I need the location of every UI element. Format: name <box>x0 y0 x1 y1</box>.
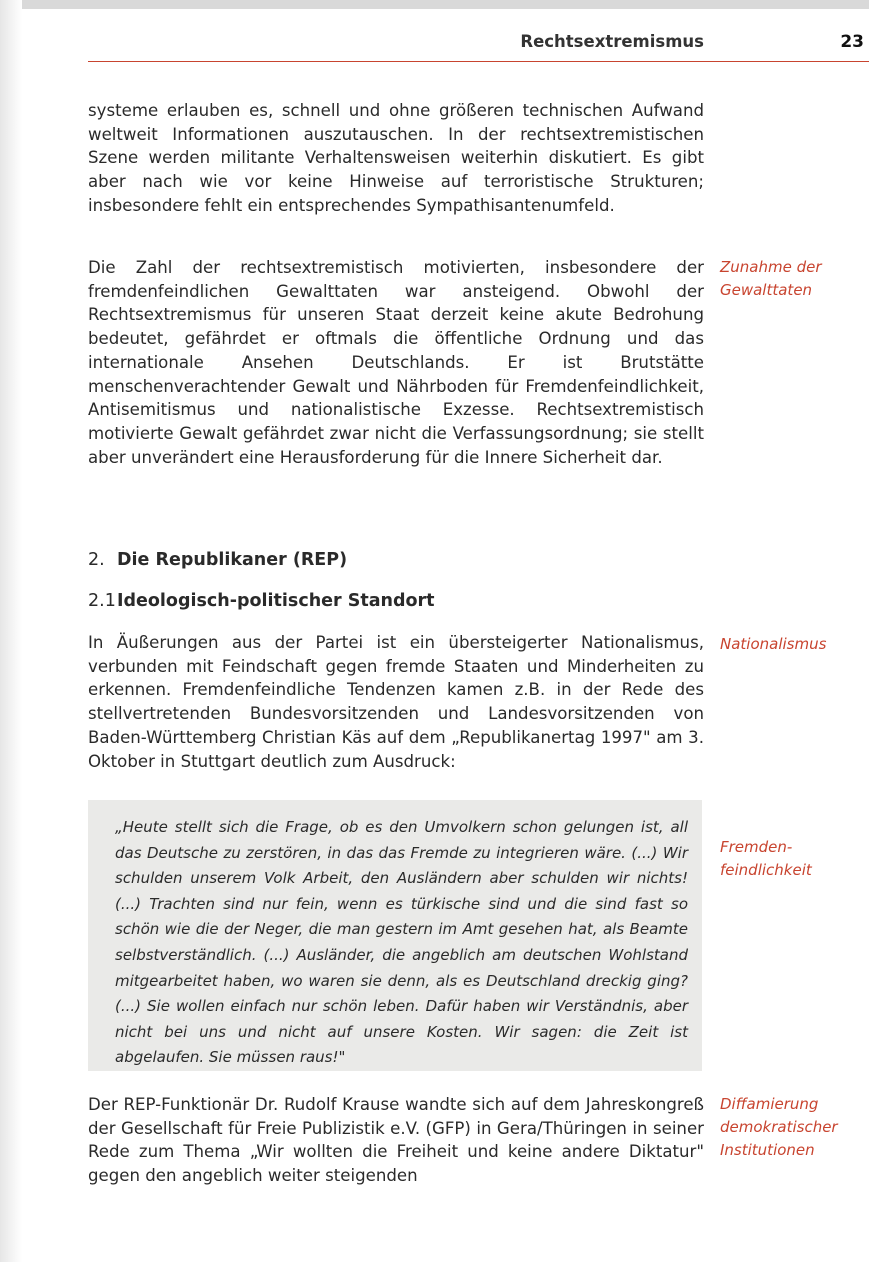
subsection-number: 2.1 <box>88 591 116 611</box>
paragraph-2 <box>88 256 704 469</box>
margin-note-line: feindlichkeit <box>720 861 812 879</box>
paragraph-1-text: systeme erlauben es, schnell und ohne größeren technischen Aufwand weltweit Informationen auszutauschen. In der rechtsextremistischen Szene werden militante Verhaltensweisen weiterhin diskutiert. Es gibt aber nach wie vor keine Hinweise auf terroristische Strukturen; insbesondere fehlt ein entsprechendes Sympathisantenumfeld. <box>88 101 704 215</box>
margin-note-diffamierung <box>720 1093 860 1162</box>
section-heading-republikaner <box>88 550 347 570</box>
margin-note-line: Institutionen <box>720 1141 815 1159</box>
section-number: 2. <box>88 550 105 570</box>
running-header-title: Rechtsextremismus <box>520 32 704 51</box>
quote-box <box>88 800 702 1071</box>
paragraph-3 <box>88 631 704 773</box>
paragraph-1 <box>88 99 704 218</box>
page-spine-shadow <box>0 0 22 1262</box>
paragraph-4-text: Der REP-Funktionär Dr. Rudolf Krause wandte sich auf dem Jahreskongreß der Gesellschaft für Freie Publizistik e.V. (GFP) in Gera/Thüringen in seiner Rede zum Thema „Wir wollten die Freiheit und keine andere Diktatur" gegen den angeblich weiter steigenden <box>88 1095 704 1186</box>
page-number: 23 <box>840 32 864 52</box>
section-title: Die Republikaner (REP) <box>117 550 348 570</box>
margin-note-line: Diffamierung <box>720 1095 819 1113</box>
margin-note-line: Zunahme der <box>720 258 822 276</box>
margin-note-line: Gewalttaten <box>720 281 813 299</box>
paragraph-3-text: In Äußerungen aus der Partei ist ein übersteigerter Nationalismus, verbunden mit Feindschaft gegen fremde Staaten und Minderheiten zu erkennen. Fremdenfeindliche Tendenzen kamen z.B. in der Rede des stellvertretenden Bundesvorsitzenden und Landesvorsitzenden von Baden-Württemberg Christian Käs auf dem „Republikanertag 1997" am 3. Oktober in Stuttgart deutlich zum Ausdruck: <box>88 633 704 771</box>
page-top-edge <box>0 0 869 9</box>
paragraph-2-text: Die Zahl der rechtsextremistisch motivierten, insbesondere der fremdenfeindlichen Gewalttaten war ansteigend. Obwohl der Rechtsextremismus für unseren Staat derzeit keine akute Bedrohung bedeutet, gefährdet er oftmals die öffentliche Ordnung und das internationale Ansehen Deutschlands. Er ist Brutstätte menschenverachtender Gewalt und Nährboden für Fremdenfeindlichkeit, Antisemitismus und nationalistische Exzesse. Rechtsextremistisch motivierte Gewalt gefährdet zwar nicht die Verfassungsordnung; sie stellt aber unverändert eine Herausforderung für die Innere Sicherheit dar. <box>88 258 704 467</box>
margin-note-line: demokratischer <box>720 1118 838 1136</box>
header-rule <box>88 61 869 62</box>
margin-note-line: Nationalismus <box>720 635 827 653</box>
margin-note-fremdenfeindlichkeit <box>720 836 860 882</box>
subsection-heading-standort <box>88 591 435 611</box>
margin-note-gewalttaten <box>720 256 860 302</box>
margin-note-line: Fremden- <box>720 838 793 856</box>
quote-text: „Heute stellt sich die Frage, ob es den Umvolkern schon gelungen ist, all das Deutsche zu zerstören, in das das Fremde zu integrieren wäre. (...) Wir schulden unserem Volk Arbeit, den Ausländern aber schulden wir nichts! (...) Trachten sind nur fein, wenn es türkische sind und die sind fast so schön wie die der Neger, die man gestern im Amt gesehen hat, als Beamte selbstverständlich. (...) Ausländer, die angeblich am deutschen Wohlstand mitgearbeitet haben, wo waren sie denn, als es Deutschland dreckig ging? (...) Sie wollen einfach nur schön leben. Dafür haben wir Verständnis, aber nicht bei uns und nicht auf unsere Kosten. Wir sagen: die Zeit ist abgelaufen. Sie müssen raus!" <box>115 818 688 1067</box>
margin-note-nationalismus <box>720 633 860 656</box>
subsection-title: Ideologisch-politischer Standort <box>117 591 435 611</box>
paragraph-4 <box>88 1093 704 1188</box>
